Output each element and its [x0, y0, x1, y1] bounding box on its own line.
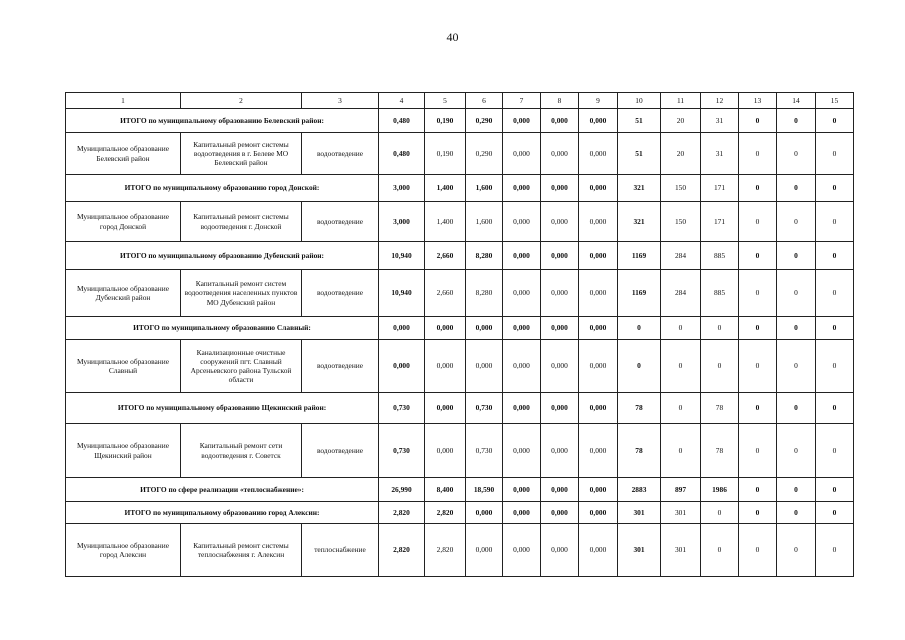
value-cell-col-11: 284: [661, 242, 701, 270]
total-label: ИТОГО по муниципальному образованию Дубенский район:: [66, 242, 379, 270]
value-cell-col-4: 0,480: [379, 109, 425, 133]
value-cell-col-8: 0,000: [541, 524, 579, 577]
column-number-cell: 4: [379, 93, 425, 109]
table-body: [66, 93, 854, 577]
municipality-cell: Муниципальное образование Белевский район: [66, 133, 181, 175]
value-cell-col-12: 78: [701, 393, 739, 424]
municipality-cell: Муниципальное образование Щекинский район: [66, 424, 181, 478]
municipality-total-row: [66, 393, 854, 424]
value-cell-col-5: 0,190: [425, 133, 466, 175]
value-cell-col-12: 885: [701, 270, 739, 317]
value-cell-col-14: 0: [777, 502, 816, 524]
value-cell-col-9: 0,000: [579, 340, 618, 393]
value-cell-col-12: 171: [701, 202, 739, 242]
project-cell: Капитальный ремонт систем водоотведения населенных пунктов МО Дубенский район: [181, 270, 302, 317]
value-cell-col-14: 0: [777, 393, 816, 424]
value-cell-col-10: 78: [618, 393, 661, 424]
value-cell-col-8: 0,000: [541, 133, 579, 175]
value-cell-col-7: 0,000: [503, 133, 541, 175]
value-cell-col-14: 0: [777, 175, 816, 202]
value-cell-col-6: 8,280: [466, 270, 503, 317]
value-cell-col-4: 3,000: [379, 175, 425, 202]
value-cell-col-13: 0: [739, 478, 777, 502]
sphere-cell: водоотведение: [302, 424, 379, 478]
municipality-total-row: [66, 502, 854, 524]
value-cell-col-13: 0: [739, 202, 777, 242]
value-cell-col-9: 0,000: [579, 270, 618, 317]
value-cell-col-14: 0: [777, 478, 816, 502]
value-cell-col-8: 0,000: [541, 109, 579, 133]
column-number-cell: 2: [181, 93, 302, 109]
value-cell-col-5: 0,000: [425, 317, 466, 340]
value-cell-col-4: 10,940: [379, 270, 425, 317]
value-cell-col-5: 8,400: [425, 478, 466, 502]
value-cell-col-15: 0: [816, 340, 854, 393]
value-cell-col-6: 0,290: [466, 133, 503, 175]
column-number-cell: 15: [816, 93, 854, 109]
value-cell-col-4: 0,000: [379, 317, 425, 340]
value-cell-col-15: 0: [816, 109, 854, 133]
total-label: ИТОГО по муниципальному образованию Белевский район:: [66, 109, 379, 133]
value-cell-col-14: 0: [777, 242, 816, 270]
total-label: ИТОГО по муниципальному образованию Щекинский район:: [66, 393, 379, 424]
sphere-total-row: [66, 478, 854, 502]
value-cell-col-8: 0,000: [541, 175, 579, 202]
value-cell-col-6: 1,600: [466, 175, 503, 202]
project-row: [66, 133, 854, 175]
total-label: ИТОГО по муниципальному образованию город Алексин:: [66, 502, 379, 524]
value-cell-col-14: 0: [777, 202, 816, 242]
value-cell-col-10: 321: [618, 175, 661, 202]
value-cell-col-4: 3,000: [379, 202, 425, 242]
sphere-cell: водоотведение: [302, 133, 379, 175]
project-cell: Капитальный ремонт системы водоотведения в г. Белеве МО Белевский район: [181, 133, 302, 175]
value-cell-col-13: 0: [739, 317, 777, 340]
value-cell-col-9: 0,000: [579, 242, 618, 270]
value-cell-col-4: 0,730: [379, 393, 425, 424]
project-row: [66, 340, 854, 393]
value-cell-col-7: 0,000: [503, 478, 541, 502]
value-cell-col-13: 0: [739, 393, 777, 424]
value-cell-col-13: 0: [739, 502, 777, 524]
municipality-cell: Муниципальное образование город Алексин: [66, 524, 181, 577]
value-cell-col-11: 897: [661, 478, 701, 502]
value-cell-col-10: 51: [618, 109, 661, 133]
value-cell-col-5: 1,400: [425, 175, 466, 202]
value-cell-col-5: 0,000: [425, 424, 466, 478]
value-cell-col-5: 2,820: [425, 502, 466, 524]
column-number-cell: 8: [541, 93, 579, 109]
value-cell-col-6: 8,280: [466, 242, 503, 270]
value-cell-col-12: 0: [701, 524, 739, 577]
value-cell-col-12: 1986: [701, 478, 739, 502]
column-number-row: [66, 93, 854, 109]
value-cell-col-14: 0: [777, 524, 816, 577]
value-cell-col-7: 0,000: [503, 270, 541, 317]
value-cell-col-11: 284: [661, 270, 701, 317]
value-cell-col-4: 0,000: [379, 340, 425, 393]
value-cell-col-8: 0,000: [541, 502, 579, 524]
value-cell-col-9: 0,000: [579, 524, 618, 577]
value-cell-col-11: 301: [661, 524, 701, 577]
value-cell-col-4: 2,820: [379, 502, 425, 524]
value-cell-col-7: 0,000: [503, 317, 541, 340]
value-cell-col-13: 0: [739, 340, 777, 393]
column-number-cell: 10: [618, 93, 661, 109]
column-number-cell: 13: [739, 93, 777, 109]
value-cell-col-14: 0: [777, 340, 816, 393]
value-cell-col-13: 0: [739, 175, 777, 202]
municipality-cell: Муниципальное образование Славный: [66, 340, 181, 393]
value-cell-col-6: 0,000: [466, 524, 503, 577]
value-cell-col-5: 0,000: [425, 393, 466, 424]
value-cell-col-7: 0,000: [503, 393, 541, 424]
project-row: [66, 202, 854, 242]
column-number-cell: 1: [66, 93, 181, 109]
value-cell-col-7: 0,000: [503, 175, 541, 202]
value-cell-col-5: 2,660: [425, 270, 466, 317]
value-cell-col-12: 0: [701, 502, 739, 524]
value-cell-col-8: 0,000: [541, 202, 579, 242]
value-cell-col-4: 0,730: [379, 424, 425, 478]
value-cell-col-12: 0: [701, 317, 739, 340]
column-number-cell: 3: [302, 93, 379, 109]
value-cell-col-12: 885: [701, 242, 739, 270]
value-cell-col-14: 0: [777, 270, 816, 317]
value-cell-col-11: 0: [661, 340, 701, 393]
value-cell-col-9: 0,000: [579, 202, 618, 242]
value-cell-col-4: 26,990: [379, 478, 425, 502]
sphere-cell: теплоснабжение: [302, 524, 379, 577]
sphere-cell: водоотведение: [302, 340, 379, 393]
value-cell-col-11: 150: [661, 175, 701, 202]
value-cell-col-7: 0,000: [503, 524, 541, 577]
value-cell-col-7: 0,000: [503, 424, 541, 478]
value-cell-col-15: 0: [816, 202, 854, 242]
municipality-total-row: [66, 175, 854, 202]
value-cell-col-6: 0,290: [466, 109, 503, 133]
project-row: [66, 524, 854, 577]
value-cell-col-10: 78: [618, 424, 661, 478]
value-cell-col-11: 20: [661, 109, 701, 133]
value-cell-col-12: 0: [701, 340, 739, 393]
value-cell-col-10: 0: [618, 340, 661, 393]
municipality-cell: Муниципальное образование Дубенский район: [66, 270, 181, 317]
column-number-cell: 12: [701, 93, 739, 109]
value-cell-col-10: 51: [618, 133, 661, 175]
project-cell: Капитальный ремонт системы теплоснабжения г. Алексин: [181, 524, 302, 577]
project-row: [66, 424, 854, 478]
column-number-cell: 11: [661, 93, 701, 109]
value-cell-col-4: 0,480: [379, 133, 425, 175]
value-cell-col-13: 0: [739, 424, 777, 478]
total-label: ИТОГО по муниципальному образованию город Донской:: [66, 175, 379, 202]
value-cell-col-9: 0,000: [579, 502, 618, 524]
value-cell-col-7: 0,000: [503, 340, 541, 393]
value-cell-col-4: 2,820: [379, 524, 425, 577]
municipality-total-row: [66, 109, 854, 133]
value-cell-col-11: 0: [661, 424, 701, 478]
value-cell-col-15: 0: [816, 393, 854, 424]
value-cell-col-13: 0: [739, 133, 777, 175]
column-number-cell: 9: [579, 93, 618, 109]
project-row: [66, 270, 854, 317]
value-cell-col-15: 0: [816, 242, 854, 270]
value-cell-col-11: 0: [661, 317, 701, 340]
value-cell-col-6: 0,000: [466, 340, 503, 393]
value-cell-col-6: 1,600: [466, 202, 503, 242]
value-cell-col-7: 0,000: [503, 202, 541, 242]
total-label: ИТОГО по сфере реализации «теплоснабжение»:: [66, 478, 379, 502]
value-cell-col-6: 0,000: [466, 502, 503, 524]
sphere-cell: водоотведение: [302, 202, 379, 242]
value-cell-col-8: 0,000: [541, 393, 579, 424]
column-number-cell: 6: [466, 93, 503, 109]
value-cell-col-5: 1,400: [425, 202, 466, 242]
value-cell-col-11: 301: [661, 502, 701, 524]
column-number-cell: 7: [503, 93, 541, 109]
project-cell: Канализационные очистные сооружений пгт. Славный Арсеньевского района Тульской области: [181, 340, 302, 393]
value-cell-col-10: 0: [618, 317, 661, 340]
value-cell-col-5: 0,000: [425, 340, 466, 393]
municipality-total-row: [66, 317, 854, 340]
value-cell-col-6: 0,000: [466, 317, 503, 340]
value-cell-col-15: 0: [816, 317, 854, 340]
project-cell: Капитальный ремонт системы водоотведения г. Донской: [181, 202, 302, 242]
column-number-cell: 5: [425, 93, 466, 109]
value-cell-col-8: 0,000: [541, 478, 579, 502]
value-cell-col-15: 0: [816, 270, 854, 317]
total-label: ИТОГО по муниципальному образованию Славный:: [66, 317, 379, 340]
value-cell-col-10: 301: [618, 502, 661, 524]
value-cell-col-9: 0,000: [579, 133, 618, 175]
value-cell-col-15: 0: [816, 478, 854, 502]
value-cell-col-11: 20: [661, 133, 701, 175]
value-cell-col-9: 0,000: [579, 478, 618, 502]
value-cell-col-10: 1169: [618, 270, 661, 317]
value-cell-col-10: 2883: [618, 478, 661, 502]
value-cell-col-14: 0: [777, 109, 816, 133]
value-cell-col-10: 301: [618, 524, 661, 577]
value-cell-col-6: 18,590: [466, 478, 503, 502]
value-cell-col-8: 0,000: [541, 317, 579, 340]
value-cell-col-6: 0,730: [466, 393, 503, 424]
value-cell-col-5: 2,820: [425, 524, 466, 577]
value-cell-col-14: 0: [777, 317, 816, 340]
column-number-cell: 14: [777, 93, 816, 109]
value-cell-col-7: 0,000: [503, 109, 541, 133]
value-cell-col-7: 0,000: [503, 242, 541, 270]
municipality-cell: Муниципальное образование город Донской: [66, 202, 181, 242]
value-cell-col-14: 0: [777, 424, 816, 478]
value-cell-col-15: 0: [816, 424, 854, 478]
value-cell-col-12: 171: [701, 175, 739, 202]
value-cell-col-4: 10,940: [379, 242, 425, 270]
value-cell-col-8: 0,000: [541, 242, 579, 270]
value-cell-col-9: 0,000: [579, 424, 618, 478]
value-cell-col-14: 0: [777, 133, 816, 175]
value-cell-col-5: 2,660: [425, 242, 466, 270]
value-cell-col-15: 0: [816, 175, 854, 202]
value-cell-col-12: 31: [701, 109, 739, 133]
value-cell-col-8: 0,000: [541, 340, 579, 393]
value-cell-col-15: 0: [816, 524, 854, 577]
municipality-total-row: [66, 242, 854, 270]
value-cell-col-13: 0: [739, 109, 777, 133]
value-cell-col-13: 0: [739, 242, 777, 270]
value-cell-col-9: 0,000: [579, 317, 618, 340]
value-cell-col-13: 0: [739, 270, 777, 317]
value-cell-col-9: 0,000: [579, 175, 618, 202]
value-cell-col-15: 0: [816, 502, 854, 524]
value-cell-col-7: 0,000: [503, 502, 541, 524]
page-number: 40: [446, 30, 459, 44]
value-cell-col-10: 1169: [618, 242, 661, 270]
value-cell-col-8: 0,000: [541, 270, 579, 317]
value-cell-col-12: 78: [701, 424, 739, 478]
value-cell-col-6: 0,730: [466, 424, 503, 478]
value-cell-col-8: 0,000: [541, 424, 579, 478]
value-cell-col-10: 321: [618, 202, 661, 242]
value-cell-col-15: 0: [816, 133, 854, 175]
sphere-cell: водоотведение: [302, 270, 379, 317]
investment-table: [65, 92, 854, 577]
value-cell-col-11: 0: [661, 393, 701, 424]
value-cell-col-11: 150: [661, 202, 701, 242]
value-cell-col-9: 0,000: [579, 109, 618, 133]
value-cell-col-12: 31: [701, 133, 739, 175]
project-cell: Капитальный ремонт сети водоотведения г. Советск: [181, 424, 302, 478]
value-cell-col-5: 0,190: [425, 109, 466, 133]
value-cell-col-9: 0,000: [579, 393, 618, 424]
value-cell-col-13: 0: [739, 524, 777, 577]
